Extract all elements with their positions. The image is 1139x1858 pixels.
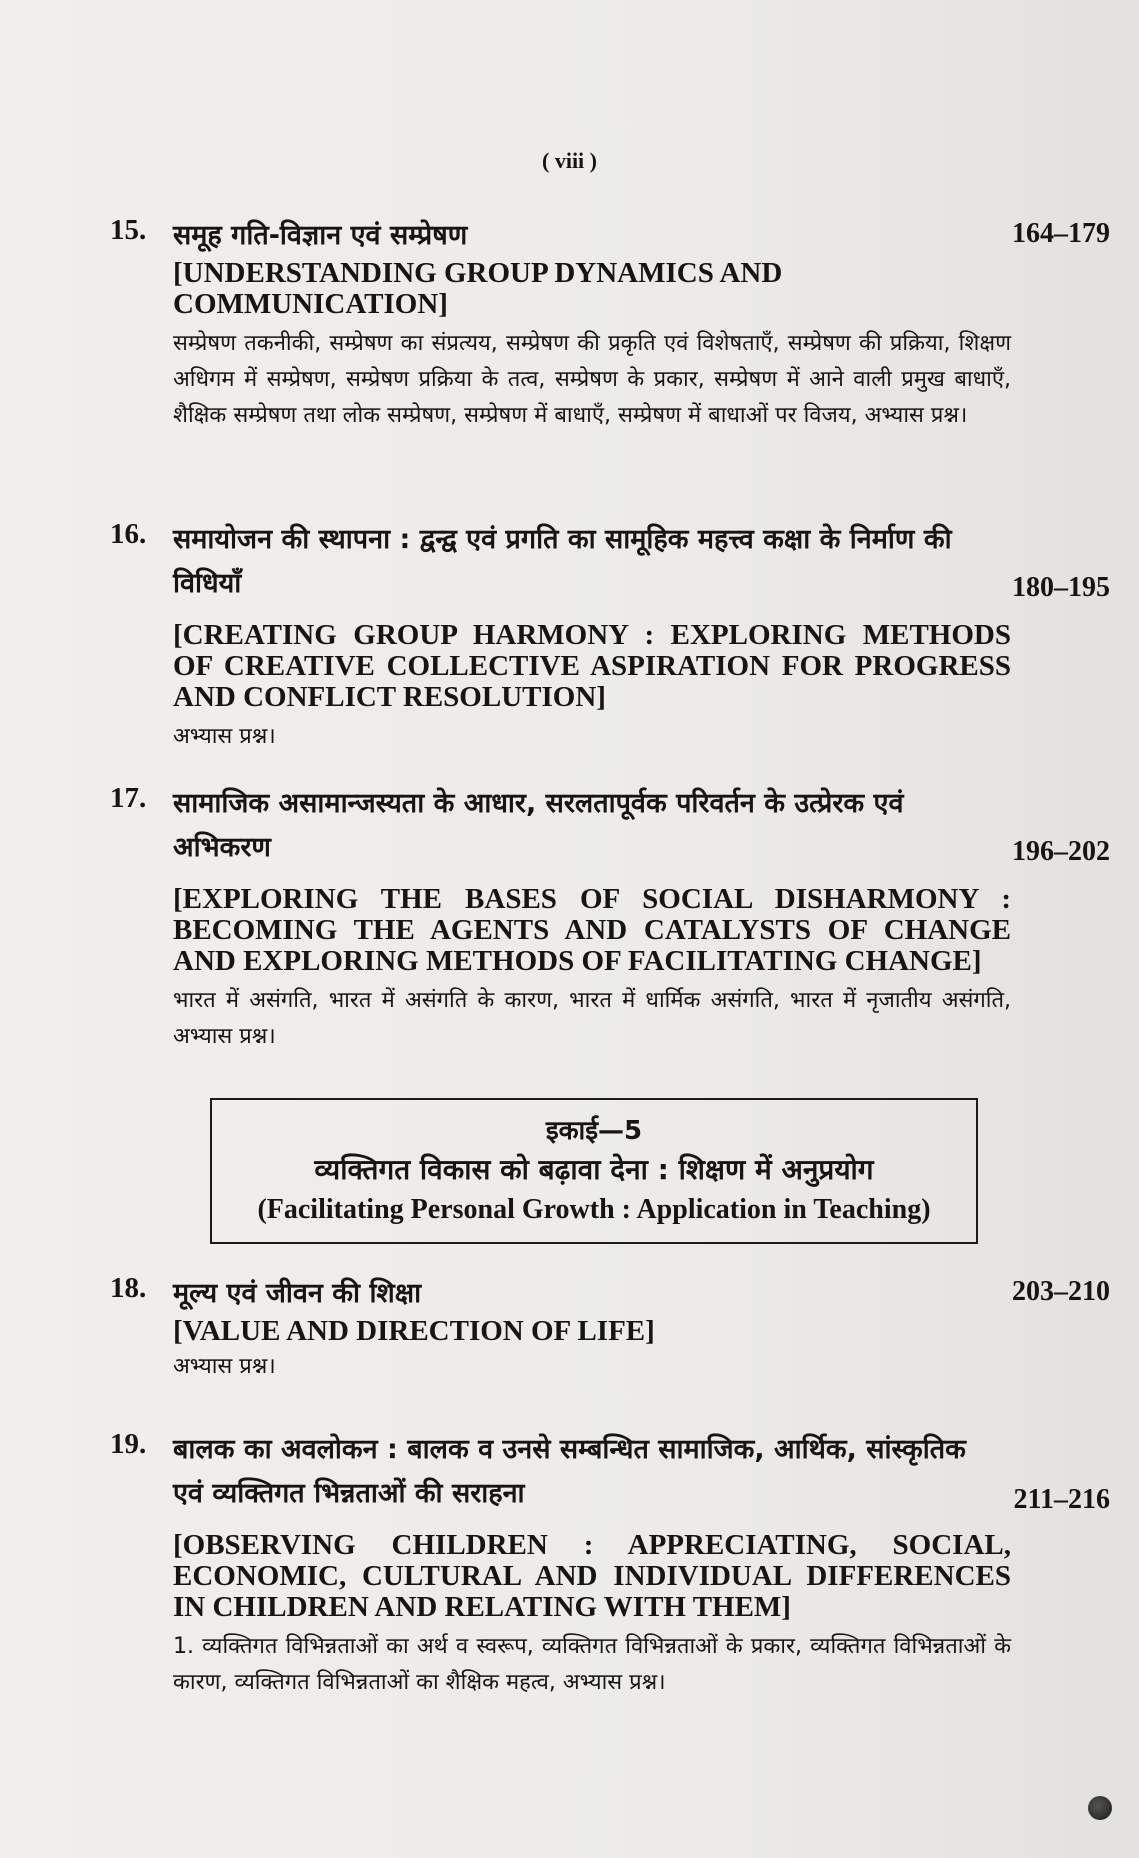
entry-hindi-title: समायोजन की स्थापना : द्वन्द्व एवं प्रगति का सामूहिक महत्त्व कक्षा के निर्माण की विधियाँ	[173, 524, 952, 599]
toc-entry-16	[110, 518, 1110, 755]
entry-pages: 211–216	[1013, 1484, 1110, 1515]
entry-description: अभ्यास प्रश्न।	[173, 724, 276, 749]
toc-entry-18	[110, 1272, 1110, 1385]
entry-english-title: [EXPLORING THE BASES OF SOCIAL DISHARMONY : BECOMING THE AGENTS AND CATALYSTS OF CHANGE AND EXPLORING METHODS OF FACILITATING CHANGE]	[173, 883, 1011, 977]
entry-hindi-title: मूल्य एवं जीवन की शिक्षा	[173, 1278, 422, 1309]
entry-english-title: [OBSERVING CHILDREN : APPRECIATING, SOCIAL, ECONOMIC, CULTURAL AND INDIVIDUAL DIFFERENCES IN CHILDREN AND RELATING WITH THEM]	[173, 1529, 1011, 1623]
entry-hindi-title: समूह गति-विज्ञान एवं सम्प्रेषण	[173, 220, 468, 251]
entry-hindi-title: सामाजिक असामान्जस्यता के आधार, सरलतापूर्वक परिवर्तन के उत्प्रेरक एवं अभिकरण	[173, 788, 904, 863]
unit-label: इकाई—5	[545, 1116, 643, 1146]
entry-pages: 164–179	[1012, 218, 1110, 249]
toc-entry-15	[110, 214, 1110, 434]
entry-description: 1. व्यक्तिगत विभिन्नताओं का अर्थ व स्वरूप, व्यक्तिगत विभिन्नताओं के प्रकार, व्यक्तिगत विभिन्नताओं के कारण, व्यक्तिगत विभिन्नताओं का शैक्षिक महत्व, अभ्यास प्रश्न।	[173, 1634, 1011, 1695]
unit-heading-box	[210, 1098, 978, 1244]
entry-number: 17.	[110, 782, 147, 814]
entry-number: 18.	[110, 1272, 147, 1304]
entry-english-title: [UNDERSTANDING GROUP DYNAMICS AND COMMUNICATION]	[173, 257, 783, 320]
entry-pages: 196–202	[1012, 836, 1110, 867]
entry-pages: 203–210	[1012, 1276, 1110, 1307]
unit-english-title: (Facilitating Personal Growth : Application in Teaching)	[257, 1194, 931, 1225]
toc-entry-19	[110, 1428, 1110, 1701]
page-dot-mark	[1088, 1796, 1112, 1820]
entry-english-title: [CREATING GROUP HARMONY : EXPLORING METHODS OF CREATIVE COLLECTIVE ASPIRATION FOR PROGRESS AND CONFLICT RESOLUTION]	[173, 619, 1011, 713]
entry-number: 15.	[110, 214, 147, 246]
unit-hindi-title: व्यक्तिगत विकास को बढ़ावा देना : शिक्षण में अनुप्रयोग	[314, 1153, 874, 1186]
entry-description: भारत में असंगति, भारत में असंगति के कारण, भारत में धार्मिक असंगति, भारत में नृजातीय असंगति, अभ्यास प्रश्न।	[173, 988, 1011, 1049]
entry-description: सम्प्रेषण तकनीकी, सम्प्रेषण का संप्रत्यय, सम्प्रेषण की प्रकृति एवं विशेषताएँ, सम्प्रेषण की प्रक्रिया, शिक्षण अधिगम में सम्प्रेषण, सम्प्रेषण प्रक्रिया के तत्व, सम्प्रेषण के प्रकार, सम्प्रेषण में आने वाली प्रमुख बाधाएँ, शैक्षिक सम्प्रेषण तथा लोक सम्प्रेषण, सम्प्रेषण में बाधाएँ, सम्प्रेषण में बाधाओं पर विजय, अभ्यास प्रश्न।	[173, 331, 1011, 428]
toc-entry-17	[110, 782, 1110, 1055]
entry-english-title: [VALUE AND DIRECTION OF LIFE]	[173, 1315, 655, 1347]
entry-description: अभ्यास प्रश्न।	[173, 1354, 276, 1379]
page-number: ( viii )	[542, 148, 597, 173]
entry-pages: 180–195	[1012, 572, 1110, 603]
entry-number: 16.	[110, 518, 147, 550]
entry-hindi-title: बालक का अवलोकन : बालक व उनसे सम्बन्धित सामाजिक, आर्थिक, सांस्कृतिक एवं व्यक्तिगत भिन्नताओं की सराहना	[173, 1434, 966, 1509]
entry-number: 19.	[110, 1428, 147, 1460]
